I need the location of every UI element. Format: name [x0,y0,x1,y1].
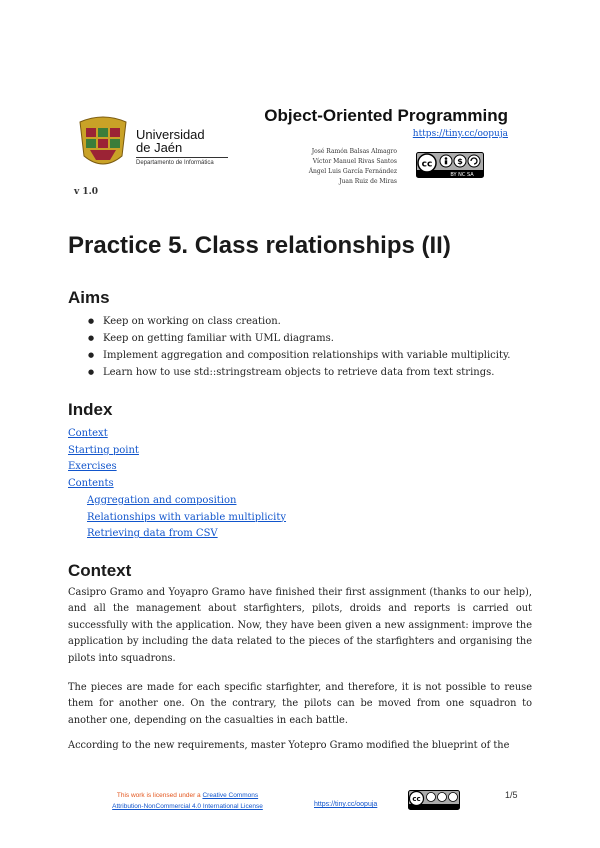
context-paragraph: According to the new requirements, master Yotepro Gramo modified the blueprint of the [68,740,510,751]
authors-list [309,147,397,187]
university-name: Universidad de Jaén [136,127,205,155]
index-link-contents[interactable]: Contents [68,478,114,490]
list-item: ● Implement aggregation and composition relationships with variable multiplicity. [68,347,538,364]
author: Juan Ruiz de Miras [339,178,397,185]
course-title: Object-Oriented Programming [264,106,508,125]
context-paragraph: Casipro Gramo and Yoyapro Gramo have finished their first assignment (thanks to our help), and all the management about starfighters, pilots, droids and reports is carried out successfully with the application. Now, they have been given a new assignment: improve the application by including the data related to the pieces of the starfighters and organising the pilots into squadrons. [68,587,532,664]
index-link-aggregation[interactable]: Aggregation and composition [87,494,237,506]
index-heading: Index [68,400,113,419]
index-link-starting-point[interactable]: Starting point [68,444,139,456]
index-link-multiplicity[interactable]: Relationships with variable multiplicity [87,511,287,523]
index-list [68,426,286,543]
aims-heading: Aims [68,288,110,307]
course-url-link[interactable]: https://tiny.cc/oopuja [412,129,508,139]
list-item: ● Learn how to use std::stringstream objects to retrieve data from text strings. [68,364,538,381]
list-item: ● Keep on working on class creation. [68,313,538,330]
author: Ángel Luis García Fernández [308,168,397,175]
department-name: Departamento de Informática [136,160,214,166]
footer-license-text: This work is licensed under a Creative Commons Attribution-NonCommercial 4.0 International License [112,792,263,810]
index-link-context[interactable]: Context [68,428,108,439]
university-divider [136,157,228,158]
footer-license-link[interactable]: Creative Commons [202,792,259,799]
context-paragraph: The pieces are made for each specific starfighter, and therefore, it is not possible to reuse them for another one. On the contrary, the pilots can be moved from one squadron to another one, depending on the casualties in each battle. [68,682,532,726]
context-heading: Context [68,561,132,580]
cc-license-badge-icon[interactable] [416,152,484,178]
footer-cc-badge-icon[interactable] [408,790,460,810]
index-link-csv[interactable]: Retrieving data from CSV [87,528,218,540]
svg-text:cc: cc [412,795,421,804]
page-number: 1/5 [505,790,518,800]
author: Víctor Manuel Rivas Santos [312,158,397,165]
svg-text:$: $ [457,157,463,166]
svg-text:BY NC SA: BY NC SA [450,172,474,178]
list-item: ● Keep on getting familiar with UML diagrams. [68,330,538,347]
svg-text:cc: cc [421,159,433,170]
aims-list [68,313,538,381]
university-logo-icon [72,116,134,170]
footer-license-link-2[interactable]: Attribution-NonCommercial 4.0 International License [112,803,263,810]
footer-url-link[interactable]: https://tiny.cc/oopuja [314,801,378,808]
author: José Ramón Balsas Almagro [311,148,397,155]
version-label: v 1.0 [74,187,99,197]
page-title: Practice 5. Class relationships (II) [68,232,451,259]
index-link-exercises[interactable]: Exercises [68,461,117,473]
